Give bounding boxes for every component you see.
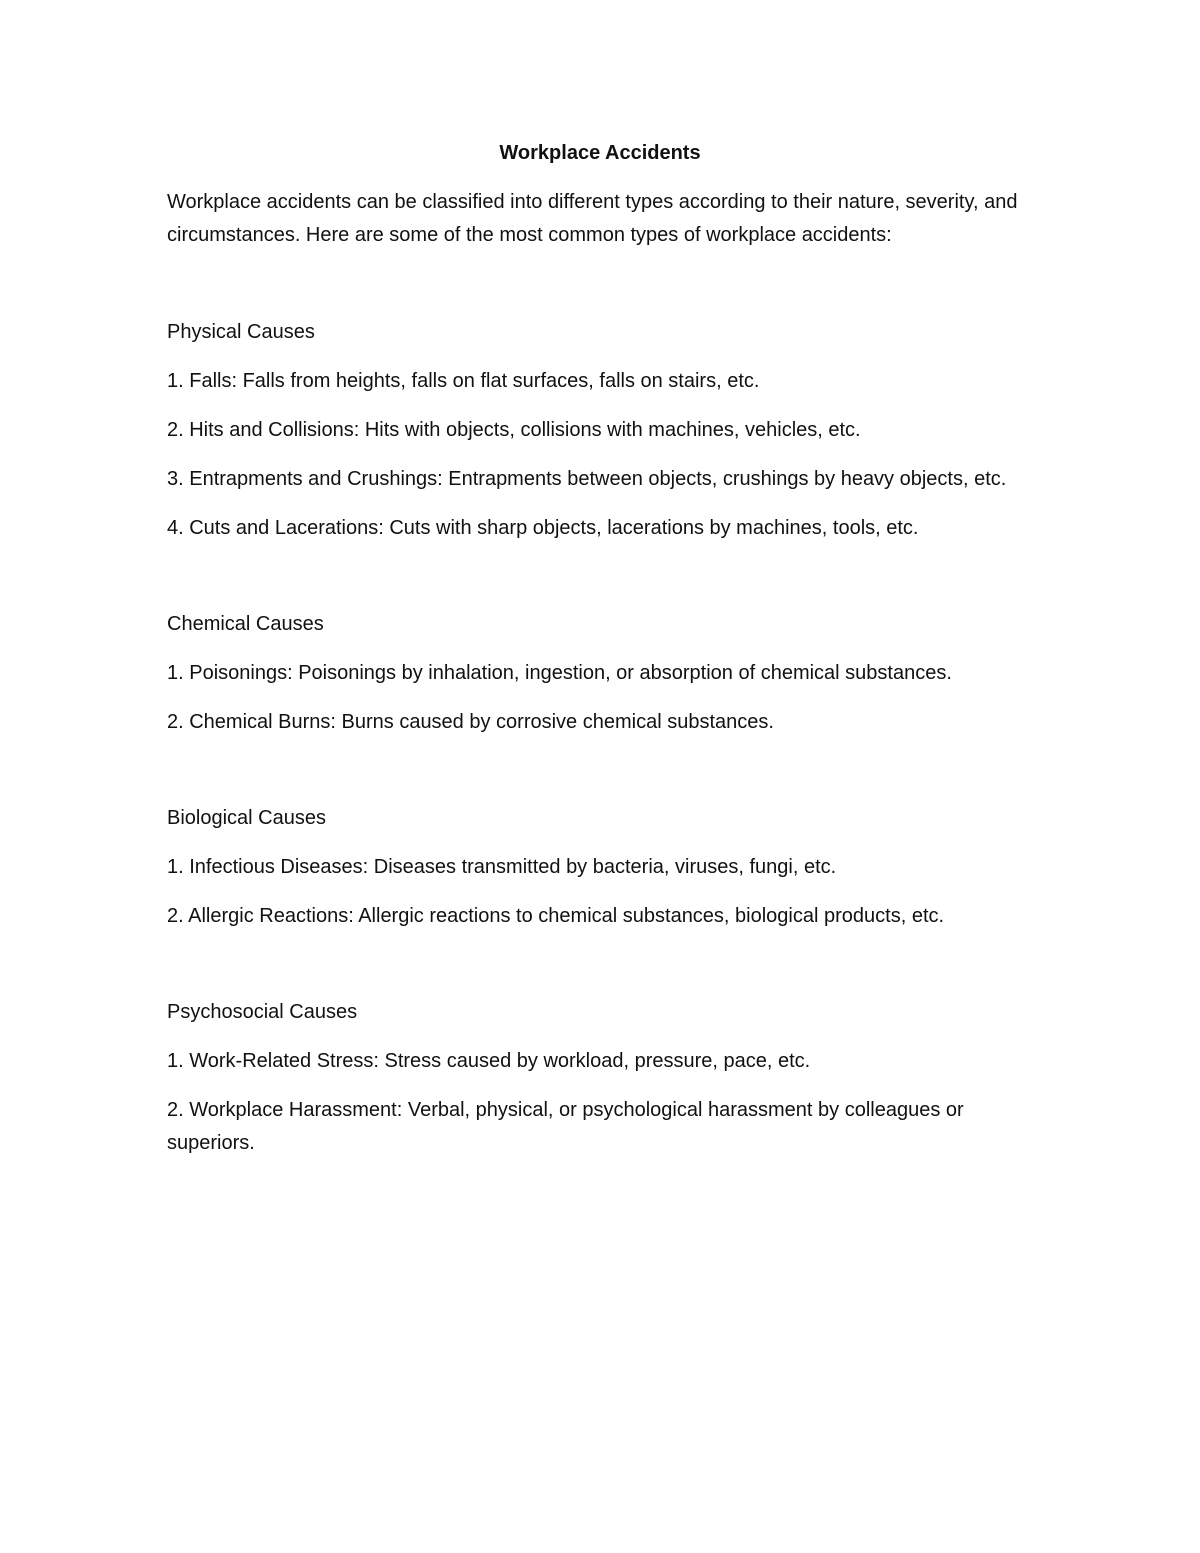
list-item: 3. Entrapments and Crushings: Entrapments between objects, crushings by heavy objects, etc. (167, 468, 1007, 490)
list-item: 1. Work-Related Stress: Stress caused by workload, pressure, pace, etc. (167, 1050, 811, 1072)
list-item: 4. Cuts and Lacerations: Cuts with sharp objects, lacerations by machines, tools, etc. (167, 517, 919, 539)
intro-paragraph: Workplace accidents can be classified into different types according to their nature, severity, and circumstances. Here are some of the most common types of workplace accidents: (167, 191, 1018, 246)
list-item: 2. Allergic Reactions: Allergic reactions to chemical substances, biological products, etc. (167, 905, 945, 927)
list-item: 2. Workplace Harassment: Verbal, physical, or psychological harassment by colleagues or superiors. (167, 1099, 964, 1154)
section-heading: Physical Causes (167, 321, 315, 343)
section-physical-causes (167, 316, 1033, 545)
list-item: 1. Poisonings: Poisonings by inhalation, ingestion, or absorption of chemical substances. (167, 662, 952, 684)
section-heading: Chemical Causes (167, 613, 324, 635)
section-biological-causes (167, 802, 1033, 933)
document-title: Workplace Accidents (499, 142, 701, 164)
list-item: 2. Chemical Burns: Burns caused by corrosive chemical substances. (167, 711, 774, 733)
list-item: 1. Falls: Falls from heights, falls on flat surfaces, falls on stairs, etc. (167, 370, 760, 392)
list-item: 1. Infectious Diseases: Diseases transmitted by bacteria, viruses, fungi, etc. (167, 856, 837, 878)
section-heading: Biological Causes (167, 807, 326, 829)
document-body (167, 138, 1033, 1160)
list-item: 2. Hits and Collisions: Hits with objects, collisions with machines, vehicles, etc. (167, 419, 861, 441)
section-psychosocial-causes (167, 996, 1033, 1160)
section-chemical-causes (167, 608, 1033, 739)
section-heading: Psychosocial Causes (167, 1001, 358, 1023)
